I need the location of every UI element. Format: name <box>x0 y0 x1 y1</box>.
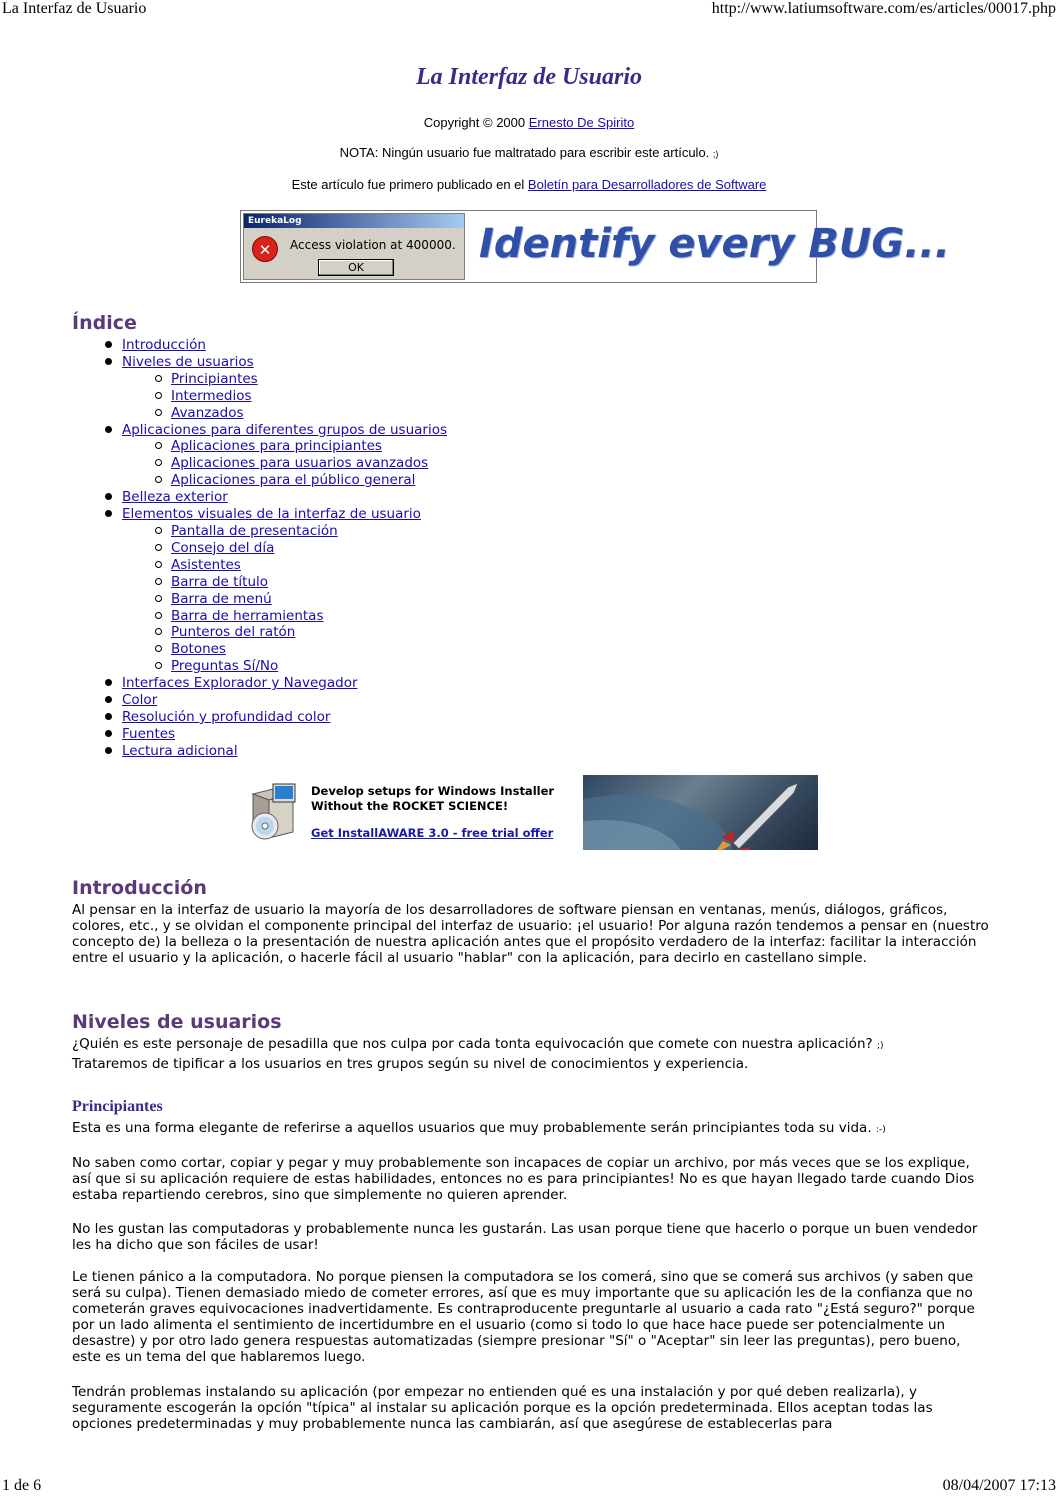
principiantes-paragraph-4: Le tienen pánico a la computadora. No porque piensen la computadora se los comerá, sino que se comerá sus archivos (y saben que será su culpa). Tienen demasiado miedo de cometer errores, así que es muy importante que su aplicación les de la confianza que no cometerán graves equivocaciones inadvertidamente. Es contraproducente preguntarle al usuario a cada rato "¿Está seguro?" porque por un lado alimenta el sentimiento de incertidumbre en el usuario (como si todo lo que hace hace puede ser potencialmente un desastre) y por otro lado genera respuestas automatizadas (siempre presionar "Sí" o "Aceptar" sin leer las preguntas), pero bueno, este es un tema del que hablaremos luego. <box>72 1269 975 1366</box>
boletin-link[interactable]: Boletín para Desarrolladores de Software <box>527 177 767 192</box>
print-footer <box>0 1477 1058 1497</box>
print-header-title: La Interfaz de Usuario <box>2 0 147 17</box>
installaware-banner[interactable] <box>245 775 818 850</box>
nota-text: NOTA: Ningún usuario fue maltratado para escribir este artículo. <box>339 145 713 160</box>
principiantes-paragraph-5: Tendrán problemas instalando su aplicación (por empezar no entienden qué es una instalación y por qué deben realizarla), y seguramente escogerán la opción "típica" al instalar su aplicación porque es la opción predeterminada. Ellos aceptan todas las opciones predeterminadas y muy probablemente nunca las cambiarán, así que asegúrese de establecerlas para <box>72 1384 933 1433</box>
copyright-line <box>0 115 1058 130</box>
niveles-text-1: ¿Quién es este personaje de pesadilla que nos culpa por cada tonta equivocación que comete con nuestra aplicación? <box>72 1036 877 1052</box>
index-item <box>72 574 447 591</box>
error-icon: ✕ <box>252 236 278 262</box>
installaware-line2: Without the ROCKET SCIENCE! <box>311 799 509 813</box>
principiantes-paragraph-2: No saben como cortar, copiar y pegar y muy probablemente son incapaces de copiar un archivo, por más veces que se los explique, así que si su aplicación requiere de estas habilidades, entonces no es para principiantes! No es que hayan llegado tarde cuando Dios estaba repartiendo cerebros, sino que simplemente no quieren aprender. <box>72 1155 975 1204</box>
published-text: Este artículo fue primero publicado en el <box>291 177 528 192</box>
index-link[interactable]: Aplicaciones para usuarios avanzados <box>171 455 429 472</box>
print-date: 08/04/2007 17:13 <box>942 1477 1056 1494</box>
eurekalog-banner[interactable] <box>240 210 950 283</box>
index-link[interactable]: Pantalla de presentación <box>171 522 338 539</box>
eureka-dialog-title: EurekaLog <box>244 214 464 228</box>
index-link[interactable]: Intermedios <box>171 387 252 404</box>
index-item <box>72 354 447 371</box>
index-link[interactable]: Niveles de usuarios <box>122 353 254 370</box>
print-header-url: http://www.latiumsoftware.com/es/articles/00017.php <box>711 0 1056 17</box>
index-item <box>72 557 447 574</box>
index-item <box>72 675 447 692</box>
nota-wink: ;) <box>712 149 719 159</box>
index-item <box>72 692 447 709</box>
index-link[interactable]: Asistentes <box>171 556 241 573</box>
principiantes-text-1: Esta es una forma elegante de referirse a aquellos usuarios que muy probablemente serán principiantes toda su vida. <box>72 1120 876 1136</box>
index-item <box>72 523 447 540</box>
index-link[interactable]: Preguntas Sí/No <box>171 658 279 675</box>
article-title: La Interfaz de Usuario <box>415 64 643 90</box>
index-item <box>72 405 447 422</box>
published-line <box>0 177 1058 192</box>
print-header <box>0 0 1058 20</box>
rocket-image <box>583 775 818 850</box>
index-item <box>72 438 447 455</box>
niveles-paragraph-2: Trataremos de tipificar a los usuarios en tres grupos según su nivel de conocimientos y experiencia. <box>72 1056 749 1072</box>
index-link[interactable]: Barra de título <box>171 573 269 590</box>
index-link[interactable]: Belleza exterior <box>122 489 228 506</box>
index-item <box>72 506 447 523</box>
index-link[interactable]: Resolución y profundidad color <box>122 708 331 725</box>
index-link[interactable]: Principiantes <box>171 370 258 387</box>
principiantes-smiley: :-) <box>875 1125 886 1135</box>
index-link[interactable]: Aplicaciones para el público general <box>171 472 416 489</box>
index-item <box>72 608 447 625</box>
index-heading: Índice <box>72 312 137 334</box>
index-link[interactable]: Aplicaciones para diferentes grupos de usuarios <box>122 421 448 438</box>
eureka-message: Access violation at 400000. <box>290 238 456 252</box>
index-link[interactable]: Avanzados <box>171 404 244 421</box>
index-link[interactable]: Barra de herramientas <box>171 607 324 624</box>
index-link[interactable]: Botones <box>171 641 226 658</box>
index-item <box>72 540 447 557</box>
index-link[interactable]: Interfaces Explorador y Navegador <box>122 675 358 692</box>
installaware-text <box>311 784 554 814</box>
eureka-dialog <box>243 213 465 280</box>
index-link[interactable]: Barra de menú <box>171 590 272 607</box>
copyright-text: Copyright © 2000 <box>423 115 529 130</box>
author-link[interactable]: Ernesto De Spirito <box>528 115 635 130</box>
index-item <box>72 489 447 506</box>
index-item <box>72 726 447 743</box>
index-link[interactable]: Punteros del ratón <box>171 624 296 641</box>
nota-line <box>0 145 1058 160</box>
index-item <box>72 624 447 641</box>
index-link[interactable]: Consejo del día <box>171 539 275 556</box>
rocket-icon <box>583 775 818 850</box>
index-link[interactable]: Lectura adicional <box>122 742 238 759</box>
intro-heading: Introducción <box>72 877 207 899</box>
eureka-ok-button: OK <box>318 259 394 276</box>
index-link[interactable]: Fuentes <box>122 725 176 742</box>
principiantes-heading: Principiantes <box>72 1098 163 1115</box>
index-item <box>72 337 447 354</box>
niveles-paragraph-1 <box>72 1036 992 1054</box>
index-item <box>72 472 447 489</box>
index-list <box>72 337 447 760</box>
index-item <box>72 743 447 760</box>
principiantes-paragraph-3: No les gustan las computadoras y probablemente nunca les gustarán. Las usan porque tiene que hacerlo o porque un buen vendedor les ha dicho que son fáciles de usar! <box>72 1221 978 1254</box>
index-item <box>72 658 447 675</box>
installer-box-icon <box>247 780 299 844</box>
index-item <box>72 422 447 439</box>
index-item <box>72 641 447 658</box>
index-link[interactable]: Aplicaciones para principiantes <box>171 438 382 455</box>
index-link[interactable]: Color <box>122 692 158 709</box>
installaware-link[interactable]: Get InstallAWARE 3.0 - free trial offer <box>311 826 554 840</box>
index-item <box>72 591 447 608</box>
intro-paragraph: Al pensar en la interfaz de usuario la mayoría de los desarrolladores de software piensan en ventanas, menús, diálogos, gráficos, colores, etc., y se olvidan el componente principal del interfaz de usuario: ¡el usuario! Por alguna razón tendemos a pensar en (nuestro concepto de) la belleza o la presentación de nuestra aplicación antes que el propósito verdadero de la interfaz: facilitar la interacción entre el usuario y la aplicación, o hacerle fácil al usuario "hablar" con la aplicación, para decirlo en castellano simple. <box>72 902 989 967</box>
index-link[interactable]: Elementos visuales de la interfaz de usuario <box>122 506 421 523</box>
page-number: 1 de 6 <box>2 1477 42 1494</box>
eureka-tagline: Identify every BUG... <box>479 221 950 267</box>
index-link[interactable]: Introducción <box>122 337 206 353</box>
index-item <box>72 709 447 726</box>
principiantes-paragraph-1 <box>72 1120 992 1138</box>
installaware-line1: Develop setups for Windows Installer <box>311 784 555 798</box>
index-item <box>72 371 447 388</box>
niveles-heading: Niveles de usuarios <box>72 1011 282 1033</box>
index-item <box>72 455 447 472</box>
index-item <box>72 388 447 405</box>
niveles-wink: ;) <box>876 1041 884 1051</box>
